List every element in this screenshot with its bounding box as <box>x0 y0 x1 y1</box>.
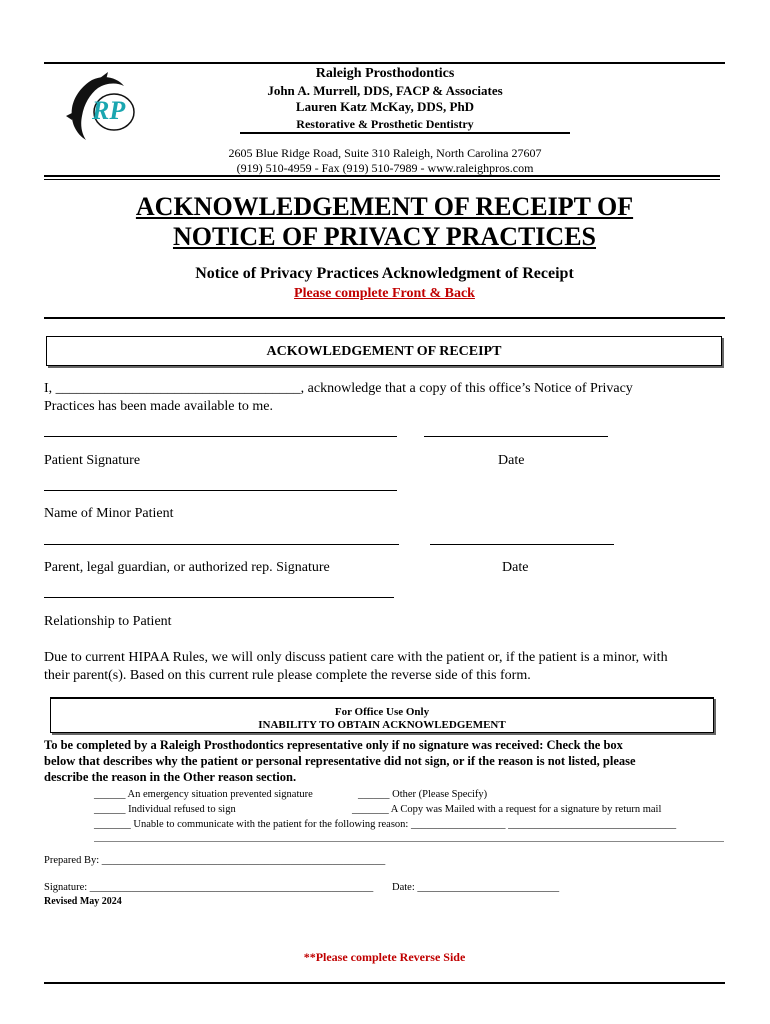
hipaa-notice-1: Due to current HIPAA Rules, we will only discuss patient care with the patient or, if the patient is a minor, with <box>44 650 668 665</box>
receipt-box <box>46 336 722 366</box>
office-use-subtitle: INABILITY TO OBTAIN ACKNOWLEDGEMENT <box>258 719 506 731</box>
title-rule <box>44 317 725 319</box>
other-reason-line[interactable] <box>94 841 724 842</box>
address: 2605 Blue Ridge Road, Suite 310 Raleigh, North Carolina 27607 <box>228 146 542 160</box>
signature-field[interactable]: Signature: ______________________________________________________ <box>44 882 374 893</box>
patient-signature-label: Patient Signature <box>44 453 141 468</box>
front-back-note: Please complete Front & Back <box>294 286 475 301</box>
header-double-rule-1 <box>44 175 720 177</box>
guardian-signature-line[interactable] <box>44 544 399 545</box>
option-other[interactable]: ______ Other (Please Specify) <box>358 789 488 800</box>
option-unable[interactable]: _______ Unable to communicate with the patient for the following reason: __________________ ________________________________ <box>94 819 677 830</box>
doctor-1: John A. Murrell, DDS, FACP & Associates <box>267 83 503 98</box>
title-line-1: ACKNOWLEDGEMENT OF RECEIPT OF <box>135 192 634 221</box>
office-use-box <box>50 697 714 733</box>
specialty: Restorative & Prosthetic Dentistry <box>296 117 474 131</box>
acknowledgement-statement-2: Practices has been made available to me. <box>44 399 273 414</box>
guardian-signature-label: Parent, legal guardian, or authorized rep. Signature <box>44 560 330 575</box>
contact-info: (919) 510-4959 - Fax (919) 510-7989 - www.raleighpros.com <box>236 161 534 175</box>
patient-signature-line[interactable] <box>44 436 397 437</box>
guardian-date-label: Date <box>502 560 529 575</box>
dolphin-logo <box>62 72 142 144</box>
option-mailed[interactable]: _______ A Copy was Mailed with a request for a signature by return mail <box>352 804 662 815</box>
subtitle: Notice of Privacy Practices Acknowledgment of Receipt <box>195 265 574 282</box>
doctor-2: Lauren Katz McKay, DDS, PhD <box>295 99 475 114</box>
date-field[interactable]: Date: ___________________________ <box>392 882 560 893</box>
minor-patient-line[interactable] <box>44 490 397 491</box>
relationship-line[interactable] <box>44 597 394 598</box>
option-emergency[interactable]: ______ An emergency situation prevented signature <box>94 789 313 800</box>
specialty-rule <box>240 132 570 134</box>
patient-date-line[interactable] <box>424 436 608 437</box>
office-instructions-3: describe the reason in the Other reason section. <box>44 770 297 784</box>
footer-rule <box>44 982 725 984</box>
acknowledgement-statement-1[interactable]: I, ___________________________________, acknowledge that a copy of this office’s Notice of Privacy <box>44 381 633 396</box>
patient-date-label: Date <box>498 453 525 468</box>
header-top-rule <box>44 62 725 64</box>
office-instructions-2: below that describes why the patient or personal representative did not sign, or if the reason is not listed, please <box>44 754 636 768</box>
revised-date: Revised May 2024 <box>44 896 122 907</box>
prepared-by-field[interactable]: Prepared By: ______________________________________________________ <box>44 855 386 866</box>
hipaa-notice-2: their parent(s). Based on this current rule please complete the reverse side of this form. <box>44 668 531 683</box>
office-instructions-1: To be completed by a Raleigh Prosthodontics representative only if no signature was received: Check the box <box>44 738 623 752</box>
receipt-box-label: ACKOWLEDGEMENT OF RECEIPT <box>266 344 502 359</box>
option-refused[interactable]: ______ Individual refused to sign <box>94 804 236 815</box>
relationship-label: Relationship to Patient <box>44 614 172 629</box>
guardian-date-line[interactable] <box>430 544 614 545</box>
reverse-side-note: **Please complete Reverse Side <box>303 950 466 964</box>
practice-name: Raleigh Prosthodontics <box>315 66 455 81</box>
logo-monogram: RP <box>92 96 126 125</box>
title-line-2: NOTICE OF PRIVACY PRACTICES <box>172 222 597 251</box>
minor-patient-label: Name of Minor Patient <box>44 506 174 521</box>
office-use-title: For Office Use Only <box>334 706 430 718</box>
header-double-rule-2 <box>44 179 720 180</box>
